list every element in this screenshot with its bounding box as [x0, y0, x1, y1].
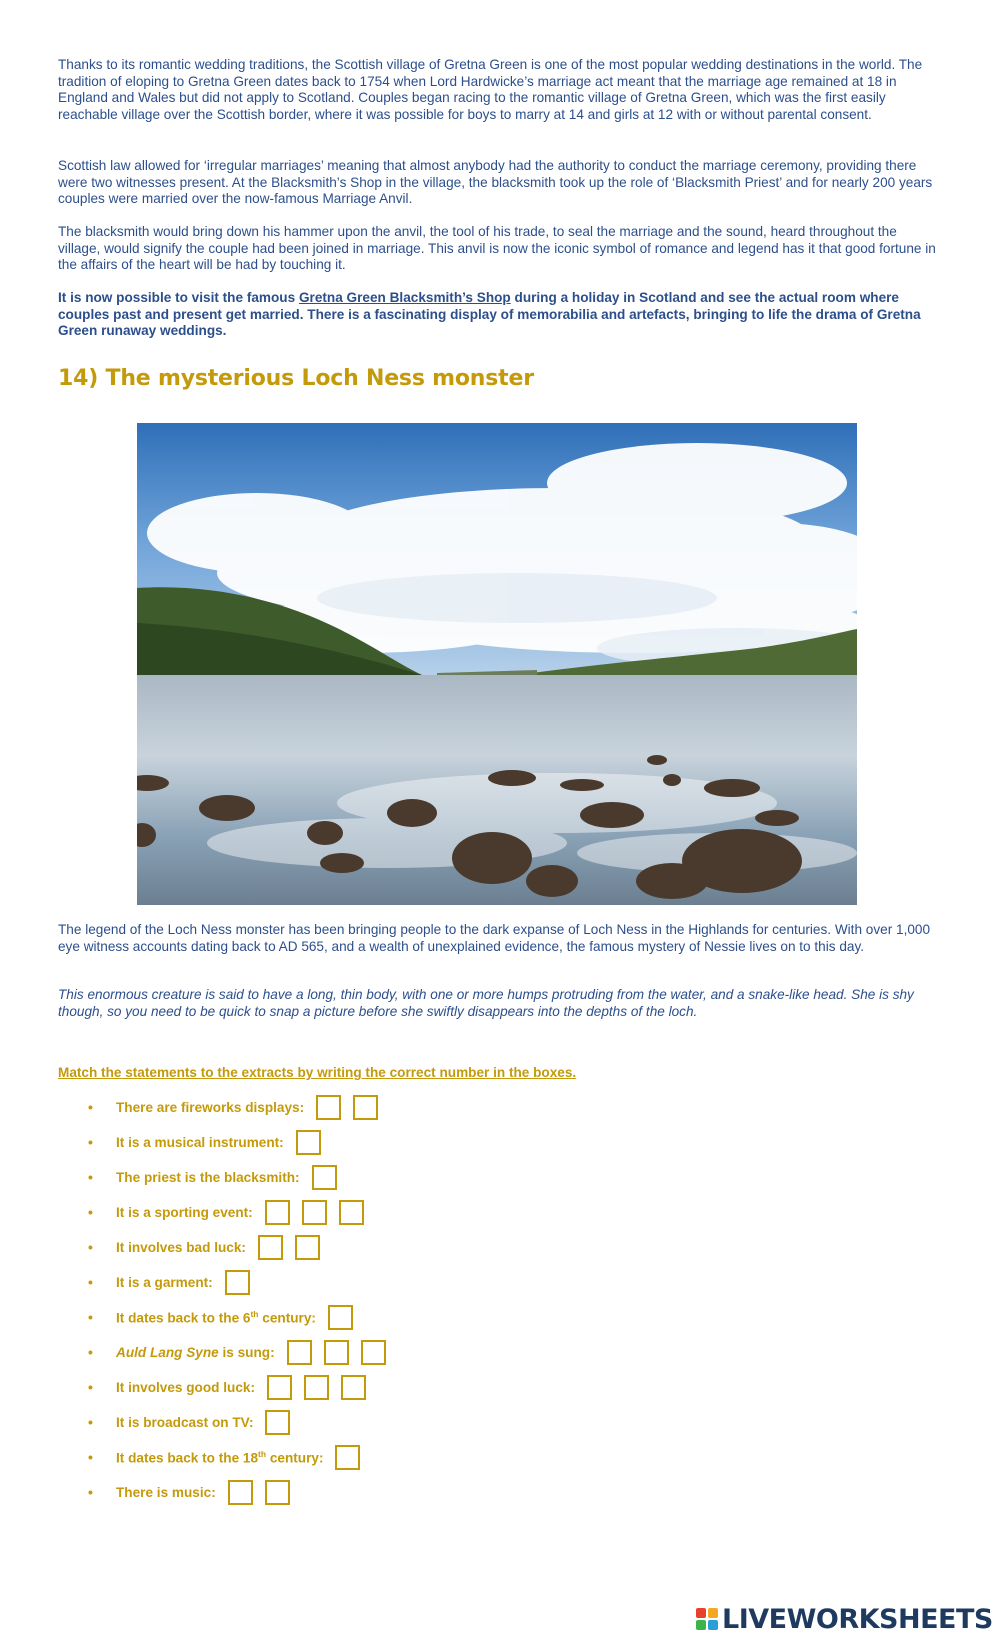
bullet-icon: •	[88, 1274, 93, 1290]
list-item	[88, 1195, 364, 1229]
statement-label: It dates back to the 6th century:	[116, 1308, 316, 1326]
list-item	[88, 1160, 337, 1194]
answer-box[interactable]	[296, 1130, 321, 1155]
list-item	[88, 1475, 290, 1509]
list-item	[88, 1125, 321, 1159]
logo-square	[708, 1608, 718, 1618]
answer-box[interactable]	[265, 1410, 290, 1435]
logo-square	[696, 1608, 706, 1618]
answer-box[interactable]	[339, 1200, 364, 1225]
list-item	[88, 1265, 250, 1299]
list-item	[88, 1335, 386, 1369]
visit-text-start: It is now possible to visit the famous	[58, 290, 299, 305]
statement-label: Auld Lang Syne is sung:	[116, 1344, 275, 1360]
list-item	[88, 1405, 290, 1439]
statement-label: The priest is the blacksmith:	[116, 1169, 300, 1185]
answer-box[interactable]	[324, 1340, 349, 1365]
statement-label: It is a musical instrument:	[116, 1134, 284, 1150]
answer-box[interactable]	[265, 1200, 290, 1225]
list-item	[88, 1300, 353, 1334]
bullet-icon: •	[88, 1169, 93, 1185]
logo-text: LIVEWORKSHEETS	[722, 1603, 993, 1635]
bullet-icon: •	[88, 1344, 93, 1360]
paragraph-gretna-intro: Thanks to its romantic wedding traditions, the Scottish village of Gretna Green is one of the most popular wedding destinations in the world. The tradition of eloping to Gretna Green dates back to 1754 when Lord Hardwicke’s marriage act meant that the marriage age remained at 18 in England and Wales but did not apply to Scotland. Couples began racing to the romantic village of Gretna Green, which was the first easily reachable village over the Scottish border, where it was possible for boys to marry at 14 and girls at 12 with or without parental consent.	[58, 57, 923, 122]
list-item	[88, 1090, 378, 1124]
answer-box[interactable]	[225, 1270, 250, 1295]
answer-box[interactable]	[361, 1340, 386, 1365]
logo-square	[696, 1620, 706, 1630]
loch-ness-photo	[137, 423, 857, 905]
bullet-icon: •	[88, 1099, 93, 1115]
bullet-icon: •	[88, 1379, 93, 1395]
statement-label: It is a sporting event:	[116, 1204, 253, 1220]
answer-box[interactable]	[335, 1445, 360, 1470]
answer-box[interactable]	[228, 1480, 253, 1505]
statement-label: There is music:	[116, 1484, 216, 1500]
paragraph-loch-ness-legend: The legend of the Loch Ness monster has been bringing people to the dark expanse of Loch Ness in the Highlands for centuries. With over 1,000 eye witness accounts dating back to AD 565, and a wealth of unexplained evidence, the famous mystery of Nessie lives on to this day.	[58, 922, 931, 954]
bullet-icon: •	[88, 1309, 93, 1325]
answer-box[interactable]	[258, 1235, 283, 1260]
visit-text-end: during a holiday in Scotland and see the actual room where couples past and present get married. There is a fascinating display of memorabilia and artefacts, bringing to life the drama of Gretna Green runaway weddings.	[58, 290, 921, 338]
list-item	[88, 1440, 360, 1474]
statement-label: It is broadcast on TV:	[116, 1414, 254, 1430]
list-item	[88, 1230, 320, 1264]
answer-box[interactable]	[302, 1200, 327, 1225]
logo-square	[708, 1620, 718, 1630]
bullet-icon: •	[88, 1134, 93, 1150]
answer-box[interactable]	[328, 1305, 353, 1330]
logo-mark-icon	[696, 1608, 718, 1630]
statement-label: It dates back to the 18th century:	[116, 1448, 324, 1466]
answer-box[interactable]	[295, 1235, 320, 1260]
liveworksheets-logo	[696, 1604, 993, 1634]
statement-label: It involves good luck:	[116, 1379, 255, 1395]
blacksmiths-shop-link[interactable]: Gretna Green Blacksmith’s Shop	[298, 290, 511, 305]
paragraph-visit-shop	[58, 290, 938, 340]
answer-box[interactable]	[312, 1165, 337, 1190]
paragraph-nessie-description: This enormous creature is said to have a long, thin body, with one or more humps protruding from the water, and a snake-like head. She is shy though, so you need to be quick to snap a picture before she swiftly disappears into the depths of the loch.	[58, 987, 914, 1019]
answer-box[interactable]	[341, 1375, 366, 1400]
bullet-icon: •	[88, 1204, 93, 1220]
bullet-icon: •	[88, 1449, 93, 1465]
section-title: 14) The mysterious Loch Ness monster	[58, 366, 534, 391]
bullet-icon: •	[88, 1484, 93, 1500]
paragraph-irregular-marriages: Scottish law allowed for ‘irregular marriages’ meaning that almost anybody had the authority to conduct the marriage ceremony, providing there were two witnesses present. At the Blacksmith’s Shop in the village, the blacksmith took up the role of ‘Blacksmith Priest’ and for nearly 200 years couples were married over the now-famous Marriage Anvil.	[58, 158, 933, 206]
bullet-icon: •	[88, 1414, 93, 1430]
list-item	[88, 1370, 366, 1404]
answer-box[interactable]	[304, 1375, 329, 1400]
answer-box[interactable]	[316, 1095, 341, 1120]
answer-box[interactable]	[267, 1375, 292, 1400]
statement-label: It is a garment:	[116, 1274, 213, 1290]
answer-box[interactable]	[287, 1340, 312, 1365]
bullet-icon: •	[88, 1239, 93, 1255]
answer-box[interactable]	[265, 1480, 290, 1505]
paragraph-anvil: The blacksmith would bring down his hammer upon the anvil, the tool of his trade, to seal the marriage and the sound, heard throughout the village, would signify the couple had been joined in marriage. This anvil is now the iconic symbol of romance and legend has it that good fortune in the affairs of the heart will be had by touching it.	[58, 224, 936, 272]
statement-label: It involves bad luck:	[116, 1239, 246, 1255]
answer-box[interactable]	[353, 1095, 378, 1120]
statement-label: There are fireworks displays:	[116, 1099, 305, 1115]
match-instruction: Match the statements to the extracts by writing the correct number in the boxes.	[58, 1065, 577, 1080]
